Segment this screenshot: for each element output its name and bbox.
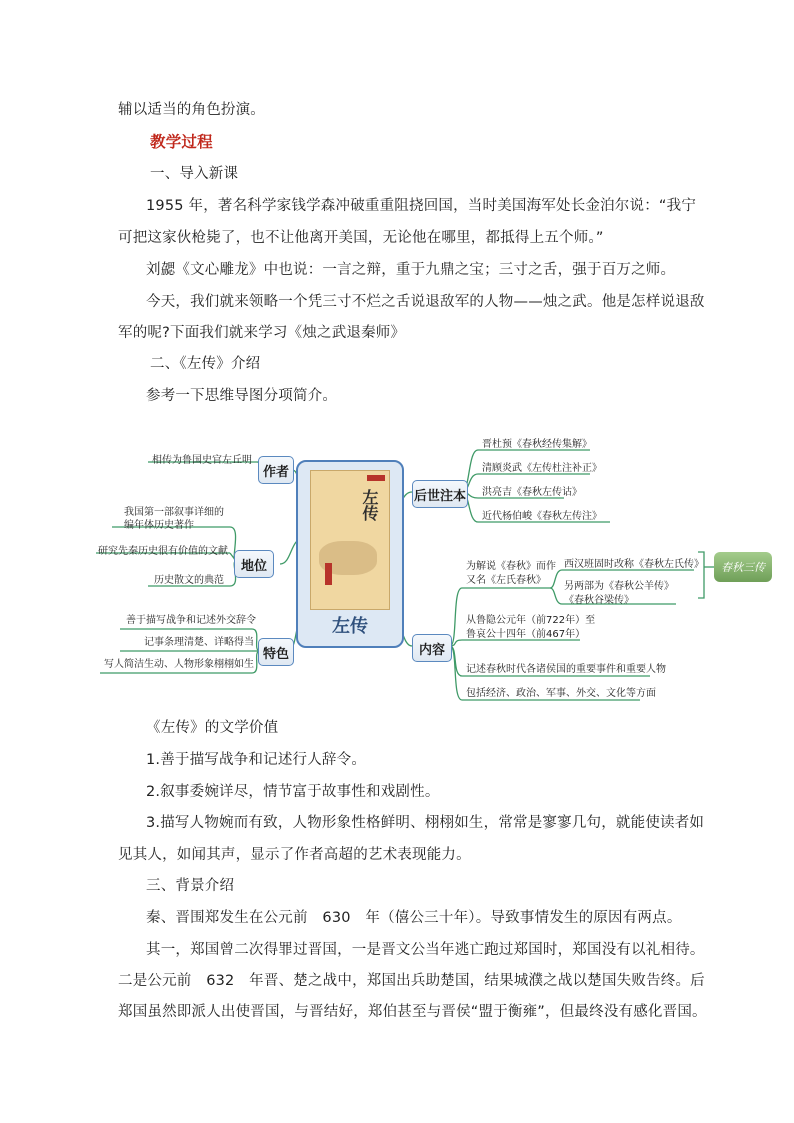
commentary-item-1: 晋杜预《春秋经传集解》 [482, 439, 592, 450]
status-item-1b: 编年体历史著作 [124, 520, 194, 531]
paragraph-mindmap-note: 参考一下思维导图分项简介。 [146, 388, 338, 404]
badge-three-commentaries: 春秋三传 [714, 552, 772, 582]
status-item-2: 研究先秦历史很有价值的文献 [98, 546, 228, 557]
status-item-3: 历史散文的典范 [154, 575, 224, 586]
content-item-c1: 从鲁隐公元年（前722年）至 [466, 615, 596, 626]
mind-map [90, 418, 790, 718]
topic-status: 地位 [234, 550, 274, 578]
content-item-b3: 《春秋谷梁传》 [564, 595, 634, 606]
feature-item-2: 记事条理清楚、详略得当 [144, 637, 254, 648]
topic-feature: 特色 [258, 638, 294, 666]
paragraph-1-line-2: 可把这家伙枪毙了，也不让他离开美国，无论他在哪里，都抵得上五个师。” [118, 230, 604, 246]
literary-value-title: 《左传》的文学价值 [146, 720, 279, 736]
paragraph-2: 刘勰《文心雕龙》中也说：一言之辩，重于九鼎之宝；三寸之舌，强于百万之师。 [146, 262, 676, 278]
literary-value-2: 2.叙事委婉详尽，情节富于故事性和戏剧性。 [146, 784, 440, 800]
literary-value-1: 1.善于描写战争和记述行人辞令。 [146, 752, 367, 768]
background-paragraph-2-line-1: 其一，郑国曾二次得罪过晋国，一是晋文公当年逃亡跑过郑国时，郑国没有以礼相待。 [146, 942, 705, 958]
content-item-c2: 鲁哀公十四年（前467年） [466, 629, 586, 640]
paragraph-3-line-1: 今天，我们就来领略一个凭三寸不烂之舌说退敌军的人物——烛之武。他是怎样说退敌 [146, 294, 705, 310]
book-stamp [325, 563, 332, 585]
author-item: 相传为鲁国史官左丘明 [152, 455, 252, 466]
section-heading-teaching-process: 教学过程 [150, 133, 213, 151]
feature-item-3: 写人简洁生动、人物形象栩栩如生 [104, 659, 254, 670]
literary-value-3-line-1: 3.描写人物婉而有致，人物形象性格鲜明、栩栩如生，常常是寥寥几句，就能使读者如 [146, 815, 705, 831]
subheading-background: 三、背景介绍 [146, 878, 235, 894]
literary-value-3-line-2: 见其人，如闻其声，显示了作者高超的艺术表现能力。 [118, 847, 471, 863]
subheading-zuozhuan: 二、《左传》介绍 [150, 356, 261, 372]
commentary-item-4: 近代杨伯峻《春秋左传注》 [482, 511, 602, 522]
content-item-e: 包括经济、政治、军事、外交、文化等方面 [466, 688, 656, 699]
content-item-a1: 为解说《春秋》而作 [466, 561, 556, 572]
center-topic [296, 460, 404, 648]
status-item-1: 我国第一部叙事详细的 [124, 507, 224, 518]
background-paragraph-2-line-2: 二是公元前 632 年晋、楚之战中，郑国出兵助楚国，结果城濮之战以楚国失败告终。后 [118, 973, 705, 989]
commentary-item-2: 清顾炎武《左传杜注补正》 [482, 463, 602, 474]
book-seal [367, 475, 385, 481]
background-paragraph-2-line-3: 郑国虽然即派人出使晋国，与晋结好，郑伯甚至与晋侯“盟于衡雍”，但最终没有感化晋国。 [118, 1004, 707, 1020]
topic-commentaries: 后世注本 [412, 480, 468, 508]
paragraph-1-line-1: 1955 年，著名科学家钱学森冲破重重阻挠回国，当时美国海军处长金泊尔说：“我宁 [146, 198, 697, 214]
content-item-b2: 另两部为《春秋公羊传》 [564, 581, 674, 592]
content-item-a2: 又名《左氏春秋》 [466, 575, 546, 586]
topic-content: 内容 [412, 634, 452, 662]
book-cover-image [310, 470, 390, 610]
subheading-introduction: 一、导入新课 [150, 166, 239, 182]
feature-item-1: 善于描写战争和记述外交辞令 [126, 615, 256, 626]
content-item-b1: 西汉班固时改称《春秋左氏传》 [564, 559, 704, 570]
commentary-item-3: 洪亮吉《春秋左传诂》 [482, 487, 582, 498]
book-cover-title: 左传 [360, 489, 379, 521]
background-paragraph-1: 秦、晋围郑发生在公元前 630 年（僖公三十年）。导致事情发生的原因有两点。 [146, 910, 682, 926]
paragraph-3-line-2: 军的呢?下面我们就来学习《烛之武退秦师》 [118, 325, 406, 341]
content-item-d: 记述春秋时代各诸侯国的重要事件和重要人物 [466, 664, 666, 675]
paragraph-intro-tail: 辅以适当的角色扮演。 [118, 102, 265, 118]
topic-author: 作者 [258, 456, 294, 484]
center-topic-label: 左传 [332, 616, 368, 637]
